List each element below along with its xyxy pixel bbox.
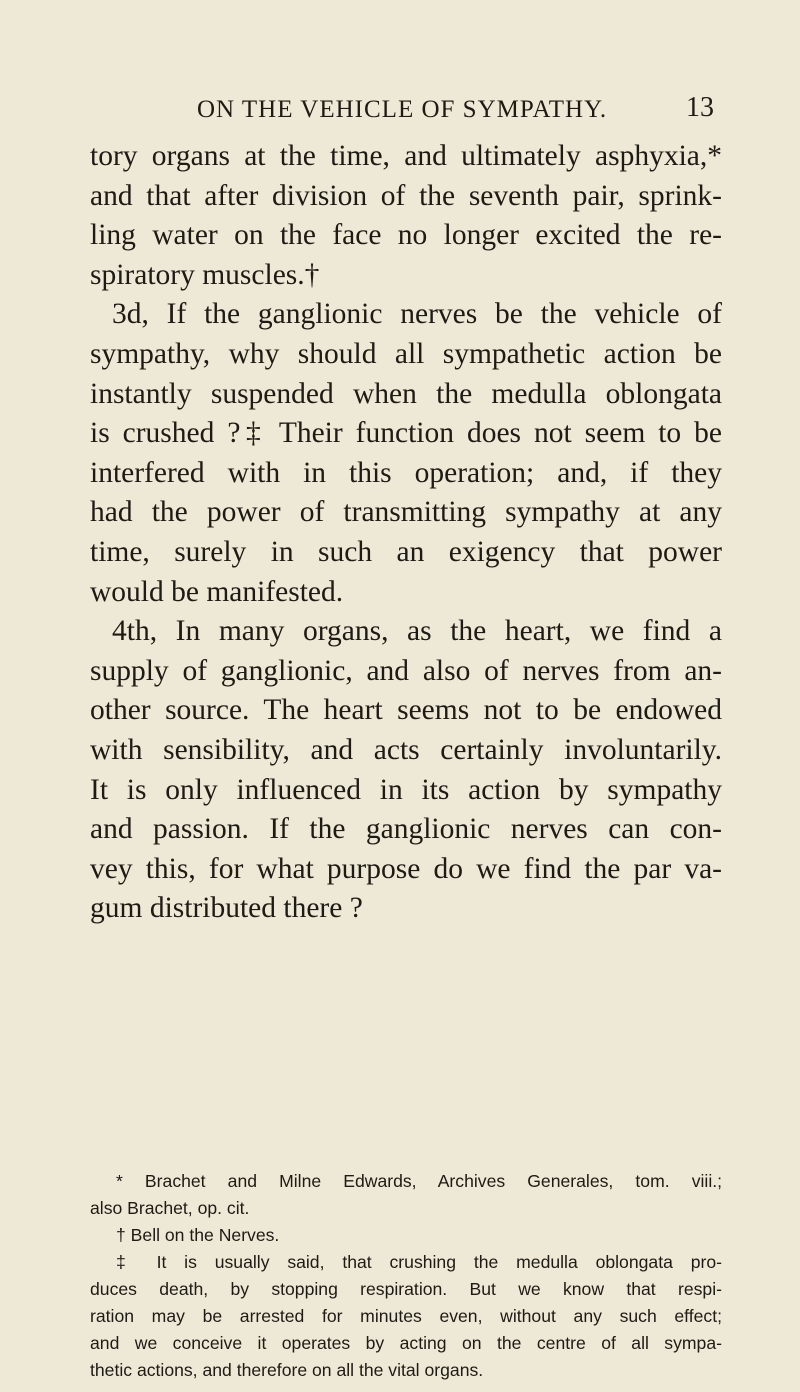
text-line: is crushed ?‡ Their function does not seem to be bbox=[90, 417, 722, 450]
footnote-line: thetic actions, and therefore on all the vital organs. bbox=[90, 1360, 484, 1380]
text-line: tory organs at the time, and ultimately asphyxia,* bbox=[90, 140, 722, 172]
text-line: and passion. If the ganglionic nerves can con- bbox=[90, 813, 722, 846]
text-line: 4th, In many organs, as the heart, we find a bbox=[112, 615, 722, 648]
text-line: 3d, If the ganglionic nerves be the vehicle of bbox=[112, 298, 722, 331]
footnote-line: also Brachet, op. cit. bbox=[90, 1198, 250, 1218]
footnote-line: * Brachet and Milne Edwards, Archives Generales, tom. viii.; bbox=[116, 1171, 722, 1191]
text-line: ling water on the face no longer excited the re- bbox=[90, 219, 722, 252]
text-line: and that after division of the seventh pair, sprink- bbox=[90, 179, 722, 212]
text-line: would be manifested. bbox=[90, 575, 344, 608]
text-line: had the power of transmitting sympathy at any bbox=[90, 496, 722, 529]
text-line: interfered with in this operation; and, if they bbox=[90, 456, 722, 489]
text-line: It is only influenced in its action by sympathy bbox=[90, 773, 722, 806]
footnote-line: and we conceive it operates by acting on the centre of all sympa- bbox=[90, 1333, 722, 1353]
footnotes bbox=[90, 1168, 722, 1384]
running-head: ON THE VEHICLE OF SYMPATHY. bbox=[197, 96, 608, 123]
footnote-line: duces death, by stopping respiration. But we know that respi- bbox=[90, 1279, 722, 1299]
text-line: with sensibility, and acts certainly involuntarily. bbox=[90, 733, 722, 766]
text-line: sympathy, why should all sympathetic action be bbox=[90, 337, 722, 370]
text-line: time, surely in such an exigency that power bbox=[90, 535, 722, 568]
text-line: spiratory muscles.† bbox=[90, 258, 320, 291]
body-text bbox=[90, 137, 722, 929]
footnote-line: ‡ It is usually said, that crushing the medulla oblongata pro- bbox=[116, 1252, 722, 1272]
page-number: 13 bbox=[686, 92, 714, 123]
footnote-line: ration may be arrested for minutes even, without any such effect; bbox=[90, 1306, 722, 1326]
text-line: other source. The heart seems not to be endowed bbox=[90, 694, 722, 727]
text-line: instantly suspended when the medulla oblongata bbox=[90, 377, 722, 410]
text-line: gum distributed there ? bbox=[90, 892, 363, 925]
text-line: vey this, for what purpose do we find the par va- bbox=[90, 852, 722, 885]
text-line: supply of ganglionic, and also of nerves from an- bbox=[90, 654, 722, 687]
footnote-line: † Bell on the Nerves. bbox=[116, 1225, 280, 1245]
